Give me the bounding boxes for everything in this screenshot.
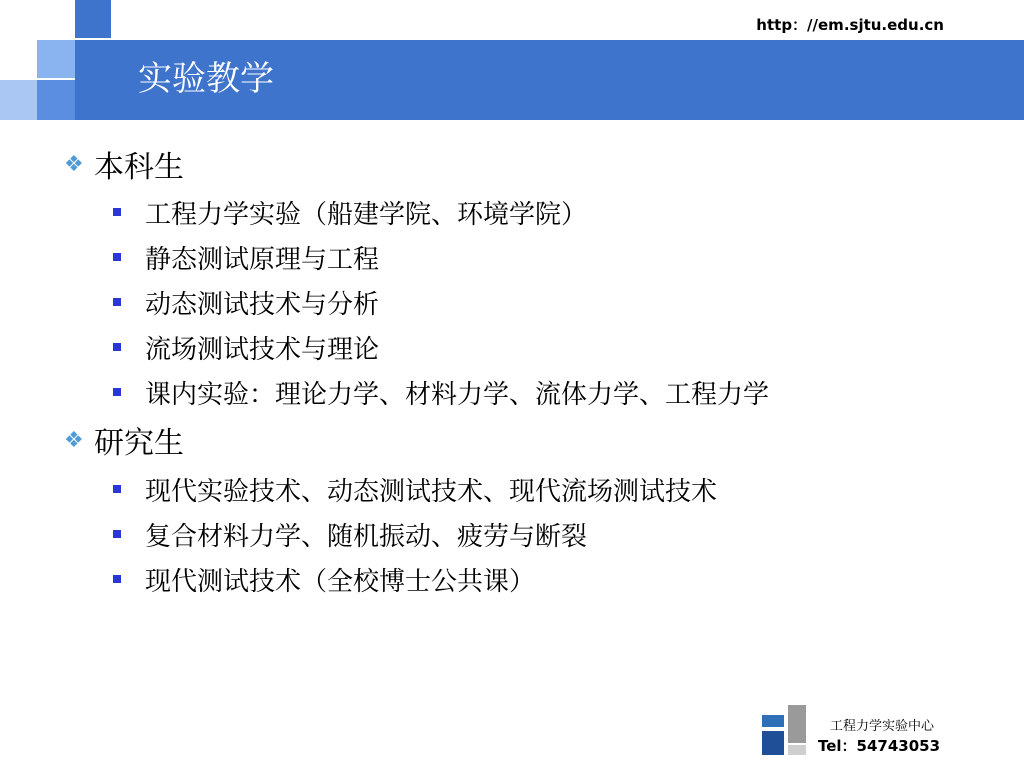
deco-square [0,80,37,120]
list-item: 课内实验：理论力学、材料力学、流体力学、工程力学 [113,375,769,409]
square-bullet-icon [113,343,121,351]
square-bullet-icon [113,298,121,306]
list-item: 现代测试技术（全校博士公共课） [113,562,535,596]
square-bullet-icon [113,485,121,493]
diamond-bullet-icon: ❖ [64,427,84,453]
list-item: 复合材料力学、随机振动、疲劳与断裂 [113,517,587,551]
footer-org-name: 工程力学实验中心 [830,719,935,734]
deco-square [75,0,111,38]
footer-telephone: Tel：54743053 [818,737,941,755]
list-item: 静态测试原理与工程 [113,240,379,274]
square-bullet-icon [113,253,121,261]
section-heading: ❖ 本科生 [64,150,184,185]
square-bullet-icon [113,388,121,396]
deco-square [37,80,75,120]
list-item: 工程力学实验（船建学院、环境学院） [113,195,587,229]
section-heading: ❖ 研究生 [64,426,184,461]
square-bullet-icon [113,208,121,216]
deco-square [37,40,75,78]
list-item: 动态测试技术与分析 [113,285,379,319]
diamond-bullet-icon: ❖ [64,151,84,177]
logo-icon [758,705,808,757]
square-bullet-icon [113,575,121,583]
slide-title: 实验教学 [138,59,274,99]
list-item: 流场测试技术与理论 [113,330,379,364]
list-item: 现代实验技术、动态测试技术、现代流场测试技术 [113,472,717,506]
square-bullet-icon [113,530,121,538]
site-url: http：//em.sjtu.edu.cn [756,16,944,34]
